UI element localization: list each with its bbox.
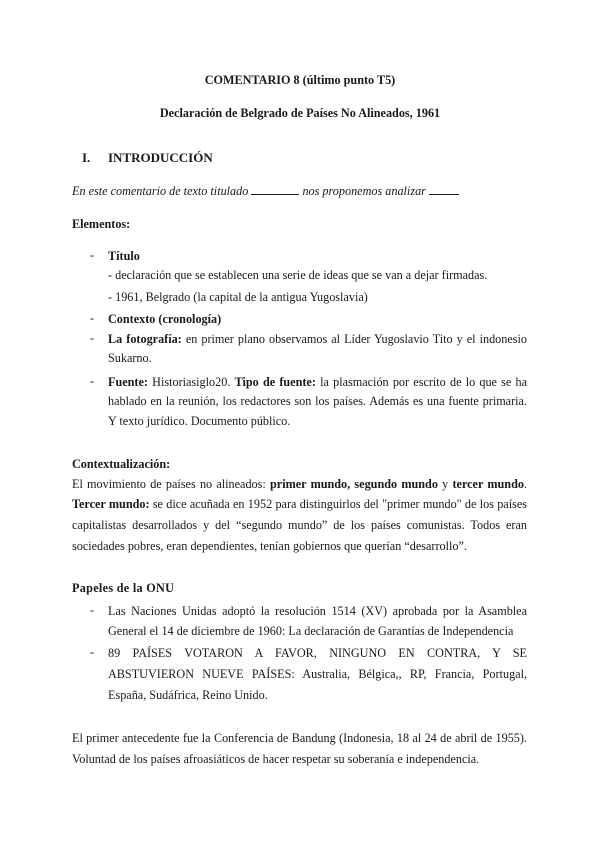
closing-line-2: Voluntad de los países afroasiáticos de hacer respetar su soberanía e independencia. xyxy=(72,752,480,766)
intro-blank-analysis xyxy=(429,183,459,195)
onu-item-2-line-3: España, Sudáfrica, Reino Unido. xyxy=(108,688,268,702)
closing-line-1: El primer antecedente fue la Conferencia de Bandung (Indonesia, 18 al 24 de abril de 1955). xyxy=(72,731,527,745)
bullet-dash: - xyxy=(90,374,95,388)
onu-item-1-line-2: General el 14 de diciembre de 1960: La declaración de Garantías de Independencia xyxy=(108,624,514,638)
contexto-label: Contexto (cronología) xyxy=(108,312,222,326)
section-number: I. xyxy=(82,150,91,165)
onu-item-2-line-1: 89 PAÍSES VOTARON A FAVOR, NINGUNO EN CONTRA, Y SE xyxy=(108,646,527,660)
titulo-line-1: - declaración que se establecen una serie de ideas que se van a dejar firmadas. xyxy=(108,268,488,282)
bullet-dash: - xyxy=(90,311,95,325)
fuente-line-2: hablado en la reunión, los redactores son los países. Además es una fuente primaria. xyxy=(108,394,527,408)
onu-heading: Papeles de la ONU xyxy=(72,581,175,595)
intro-part2: nos proponemos analizar xyxy=(302,184,426,198)
titulo-label: Título xyxy=(108,249,140,263)
titulo-line-2: - 1961, Belgrado (la capital de la antigua Yugoslavia) xyxy=(108,290,368,304)
contexto-line-3: capitalistas desarrollados y del “segundo mundo” de los países comunistas. Todos eran xyxy=(72,518,527,532)
fuente-line-1 xyxy=(108,374,527,391)
document-title: COMENTARIO 8 (último punto T5) xyxy=(204,73,396,87)
intro-part1: En este comentario de texto titulado xyxy=(72,184,249,198)
tercer-mundo-text: se dice acuñada en 1952 para distinguirlos del "primer mundo" de los países xyxy=(152,497,527,511)
contextualizacion-heading: Contextualización: xyxy=(72,457,171,471)
contexto-line-1-a: El movimiento de países no alineados: xyxy=(72,477,266,491)
contexto-line-1-c: y xyxy=(442,477,449,491)
bullet-dash: - xyxy=(90,645,95,659)
contexto-line-1-b: primer mundo, segundo mundo xyxy=(270,477,438,491)
foto-line-1 xyxy=(108,331,527,348)
tercer-mundo-label: Tercer mundo: xyxy=(72,497,150,511)
bullet-dash: - xyxy=(90,603,95,617)
section-title: INTRODUCCIÓN xyxy=(108,150,213,165)
bullet-dash: - xyxy=(90,248,95,262)
foto-text: en primer plano observamos al Líder Yugoslavio Tito y el indonesio xyxy=(185,332,527,346)
tipo-fuente-label: Tipo de fuente: xyxy=(234,375,316,389)
fuente-value: Historiasiglo20. xyxy=(152,375,231,389)
contexto-line-4: sociedades pobres, eran dependientes, tenían gobiernos que querían “desarrollo”. xyxy=(72,539,467,553)
elementos-heading: Elementos: xyxy=(72,217,131,231)
onu-item-2-line-2: ABSTUVIERON NUEVE PAÍSES: Australia, Bélgica,, RP, Francia, Portugal, xyxy=(108,667,527,681)
fuente-label: Fuente: xyxy=(108,375,148,389)
contexto-line-2 xyxy=(72,496,527,513)
contexto-line-1-d: tercer mundo xyxy=(452,477,524,491)
document-subtitle: Declaración de Belgrado de Países No Alineados, 1961 xyxy=(159,106,441,120)
contexto-line-1: El movimiento de países no alineados: primer mundo, segundo mundo y tercer mundo. xyxy=(72,477,528,491)
onu-item-1-line-1: Las Naciones Unidas adoptó la resolución 1514 (XV) aprobada por la Asamblea xyxy=(108,604,527,618)
intro-line xyxy=(72,183,459,200)
foto-label: La fotografía: xyxy=(108,332,182,346)
bullet-dash: - xyxy=(90,331,95,345)
foto-line-2: Sukarno. xyxy=(108,351,152,365)
intro-blank-title xyxy=(251,183,299,195)
fuente-line-3: Y texto jurídico. Documento público. xyxy=(108,414,291,428)
fuente-line-1-rest: la plasmación por escrito de lo que se ha xyxy=(320,375,528,389)
